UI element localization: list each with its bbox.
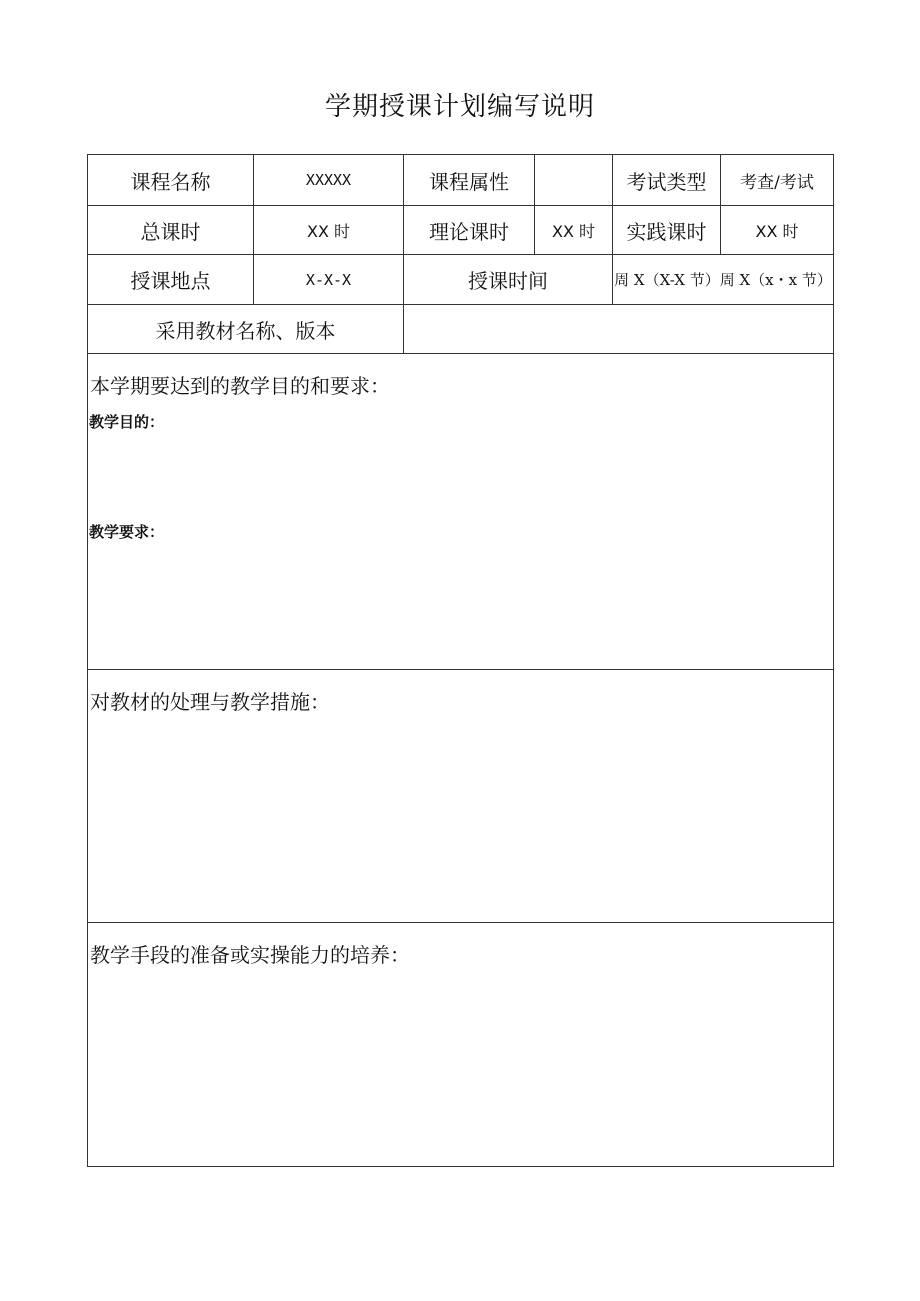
table-row — [88, 305, 834, 354]
course-name-label: 课程名称 — [88, 155, 254, 206]
theory-hours-label: 理论课时 — [404, 206, 535, 255]
time-label: 授课时间 — [404, 255, 613, 305]
practice-hours-value[interactable]: XX 时 — [721, 206, 834, 255]
table-row — [88, 670, 834, 923]
table-row — [88, 206, 834, 255]
course-plan-table — [87, 154, 834, 1167]
goals-section[interactable] — [88, 354, 834, 670]
course-name-value[interactable]: XXXXX — [254, 155, 404, 206]
methods-section[interactable] — [88, 923, 834, 1167]
total-hours-label: 总课时 — [88, 206, 254, 255]
page-title: 学期授课计划编写说明 — [324, 92, 595, 122]
methods-heading: 教学手段的准备或实操能力的培养： — [90, 943, 410, 967]
total-hours-value[interactable]: XX 时 — [254, 206, 404, 255]
location-label: 授课地点 — [88, 255, 254, 305]
textbook-label: 采用教材名称、版本 — [88, 305, 404, 354]
theory-hours-value[interactable]: XX 时 — [535, 206, 613, 255]
textbook-value[interactable] — [404, 305, 834, 354]
materials-section[interactable] — [88, 670, 834, 923]
course-attr-label: 课程属性 — [404, 155, 535, 206]
course-attr-value[interactable] — [535, 155, 613, 206]
table-row — [88, 155, 834, 206]
practice-hours-label: 实践课时 — [613, 206, 721, 255]
table-row — [88, 255, 834, 305]
table-row — [88, 923, 834, 1167]
goals-requirements-label: 教学要求： — [89, 523, 165, 541]
exam-type-value[interactable]: 考查/考试 — [721, 155, 834, 206]
materials-heading: 对教材的处理与教学措施： — [90, 690, 330, 714]
time-value[interactable]: 周 X（X-X 节）周 X（x・x 节） — [613, 255, 834, 305]
goals-heading: 本学期要达到的教学目的和要求： — [90, 374, 390, 398]
goals-purpose-label: 教学目的： — [89, 413, 165, 431]
exam-type-label: 考试类型 — [613, 155, 721, 206]
location-value[interactable]: X-X-X — [254, 255, 404, 305]
table-row — [88, 354, 834, 670]
